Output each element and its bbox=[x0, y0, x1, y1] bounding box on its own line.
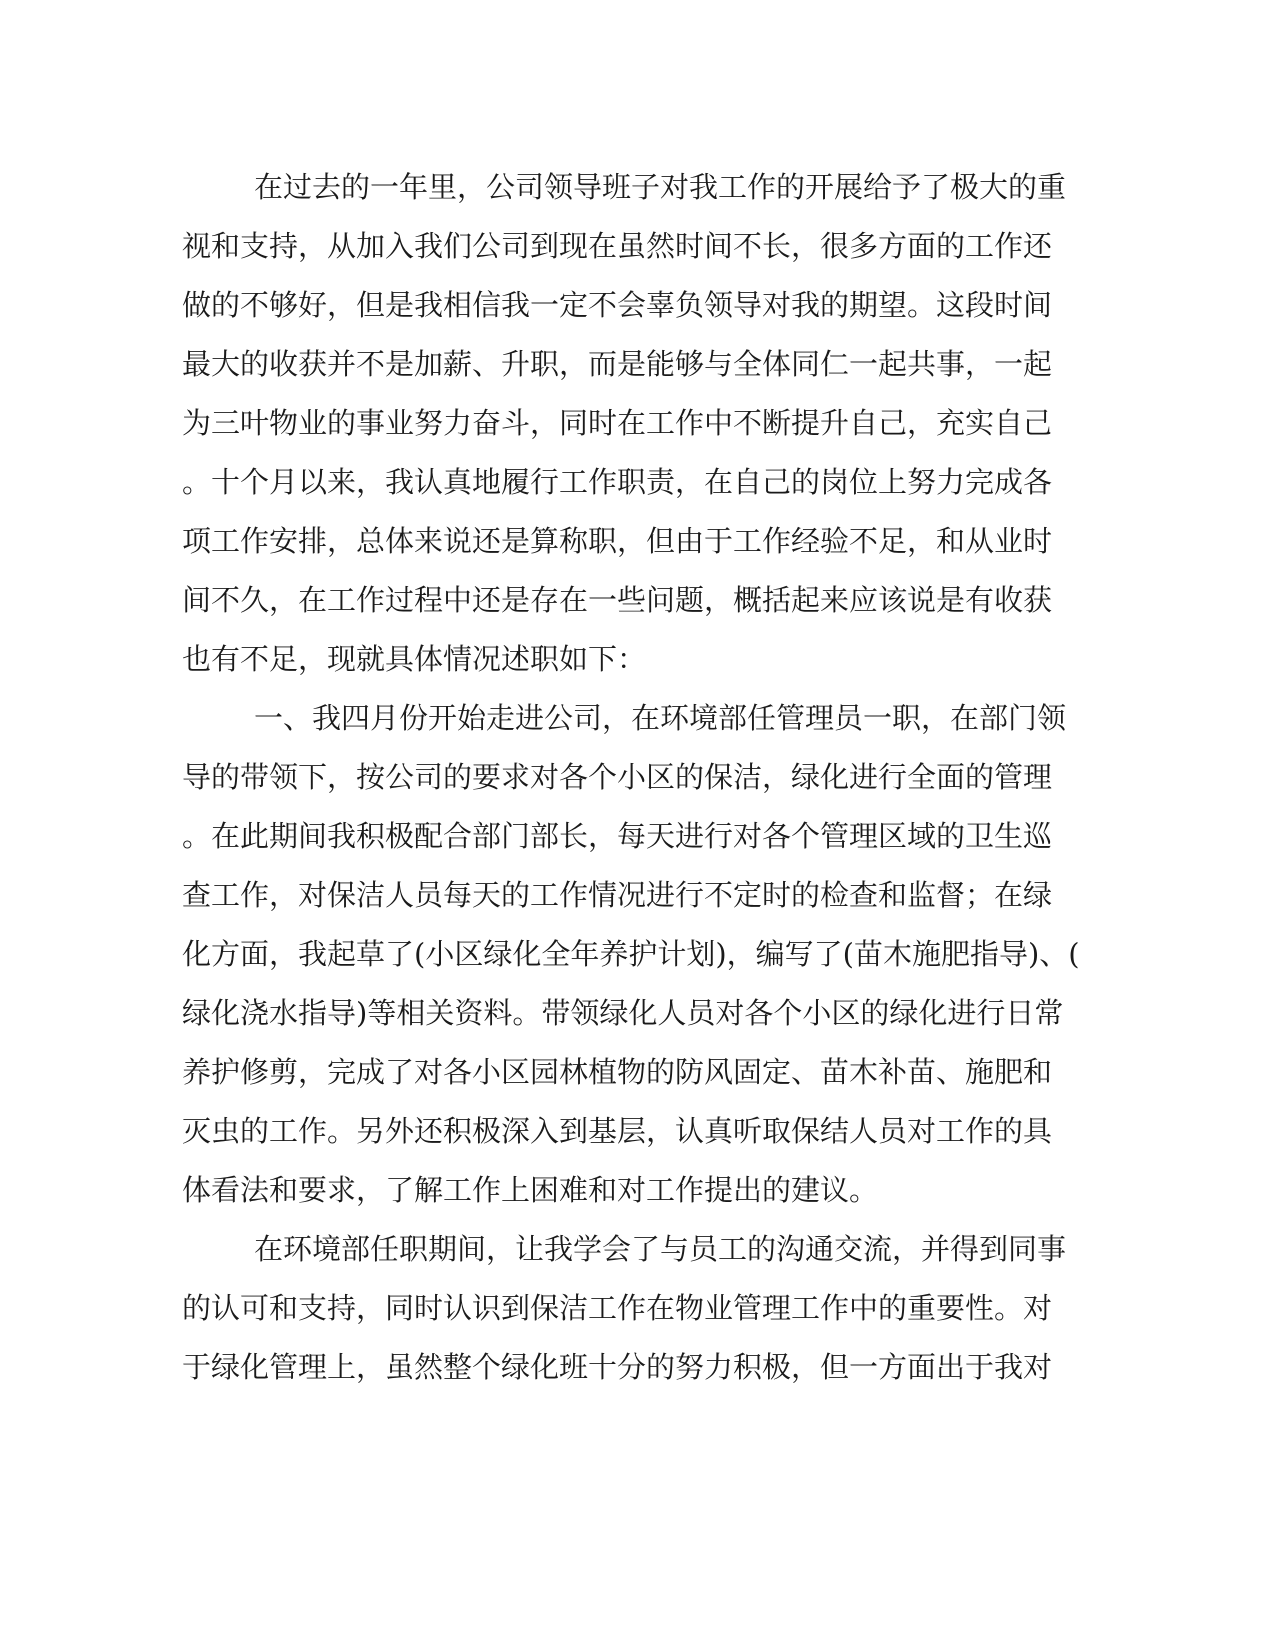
body-text bbox=[182, 158, 1080, 1397]
paragraph-line: 间不久，在工作过程中还是存在一些问题，概括起来应该说是有收获 bbox=[182, 583, 1053, 617]
paragraph-line: 最大的收获并不是加薪、升职，而是能够与全体同仁一起共事，一起 bbox=[182, 347, 1053, 381]
paragraph-line: 在过去的一年里，公司领导班子对我工作的开展给予了极大的重 bbox=[254, 170, 1067, 204]
paragraph-line: 灭虫的工作。另外还积极深入到基层，认真听取保结人员对工作的具 bbox=[182, 1114, 1053, 1148]
paragraph-line: 在环境部任职期间，让我学会了与员工的沟通交流，并得到同事 bbox=[254, 1232, 1067, 1266]
paragraph-line: 体看法和要求，了解工作上困难和对工作提出的建议。 bbox=[182, 1173, 879, 1207]
paragraph-line: 项工作安排，总体来说还是算称职，但由于工作经验不足，和从业时 bbox=[182, 524, 1053, 558]
paragraph-line: 化方面，我起草了(小区绿化全年养护计划)，编写了(苗木施肥指导)、( bbox=[182, 937, 1080, 971]
paragraph-line: 为三叶物业的事业努力奋斗，同时在工作中不断提升自己，充实自己 bbox=[182, 406, 1053, 440]
paragraph-line: 查工作，对保洁人员每天的工作情况进行不定时的检查和监督；在绿 bbox=[182, 878, 1053, 912]
paragraph-line: 导的带领下，按公司的要求对各个小区的保洁，绿化进行全面的管理 bbox=[182, 760, 1053, 794]
paragraph-line: 的认可和支持，同时认识到保洁工作在物业管理工作中的重要性。对 bbox=[182, 1291, 1053, 1325]
paragraph-line: 一、我四月份开始走进公司，在环境部任管理员一职，在部门领 bbox=[254, 701, 1067, 735]
paragraph-line: 养护修剪，完成了对各小区园林植物的防风固定、苗木补苗、施肥和 bbox=[182, 1055, 1053, 1089]
paragraph-line: 绿化浇水指导)等相关资料。带领绿化人员对各个小区的绿化进行日常 bbox=[182, 996, 1064, 1030]
paragraph-line: 视和支持，从加入我们公司到现在虽然时间不长，很多方面的工作还 bbox=[182, 229, 1053, 263]
paragraph-line: 做的不够好，但是我相信我一定不会辜负领导对我的期望。这段时间 bbox=[182, 288, 1053, 322]
paragraph-line: 。十个月以来，我认真地履行工作职责，在自己的岗位上努力完成各 bbox=[182, 465, 1053, 499]
paragraph-line: 也有不足，现就具体情况述职如下： bbox=[182, 642, 647, 676]
paragraph-line: 于绿化管理上，虽然整个绿化班十分的努力积极，但一方面出于我对 bbox=[182, 1350, 1053, 1384]
paragraph-line: 。在此期间我积极配合部门部长，每天进行对各个管理区域的卫生巡 bbox=[182, 819, 1053, 853]
